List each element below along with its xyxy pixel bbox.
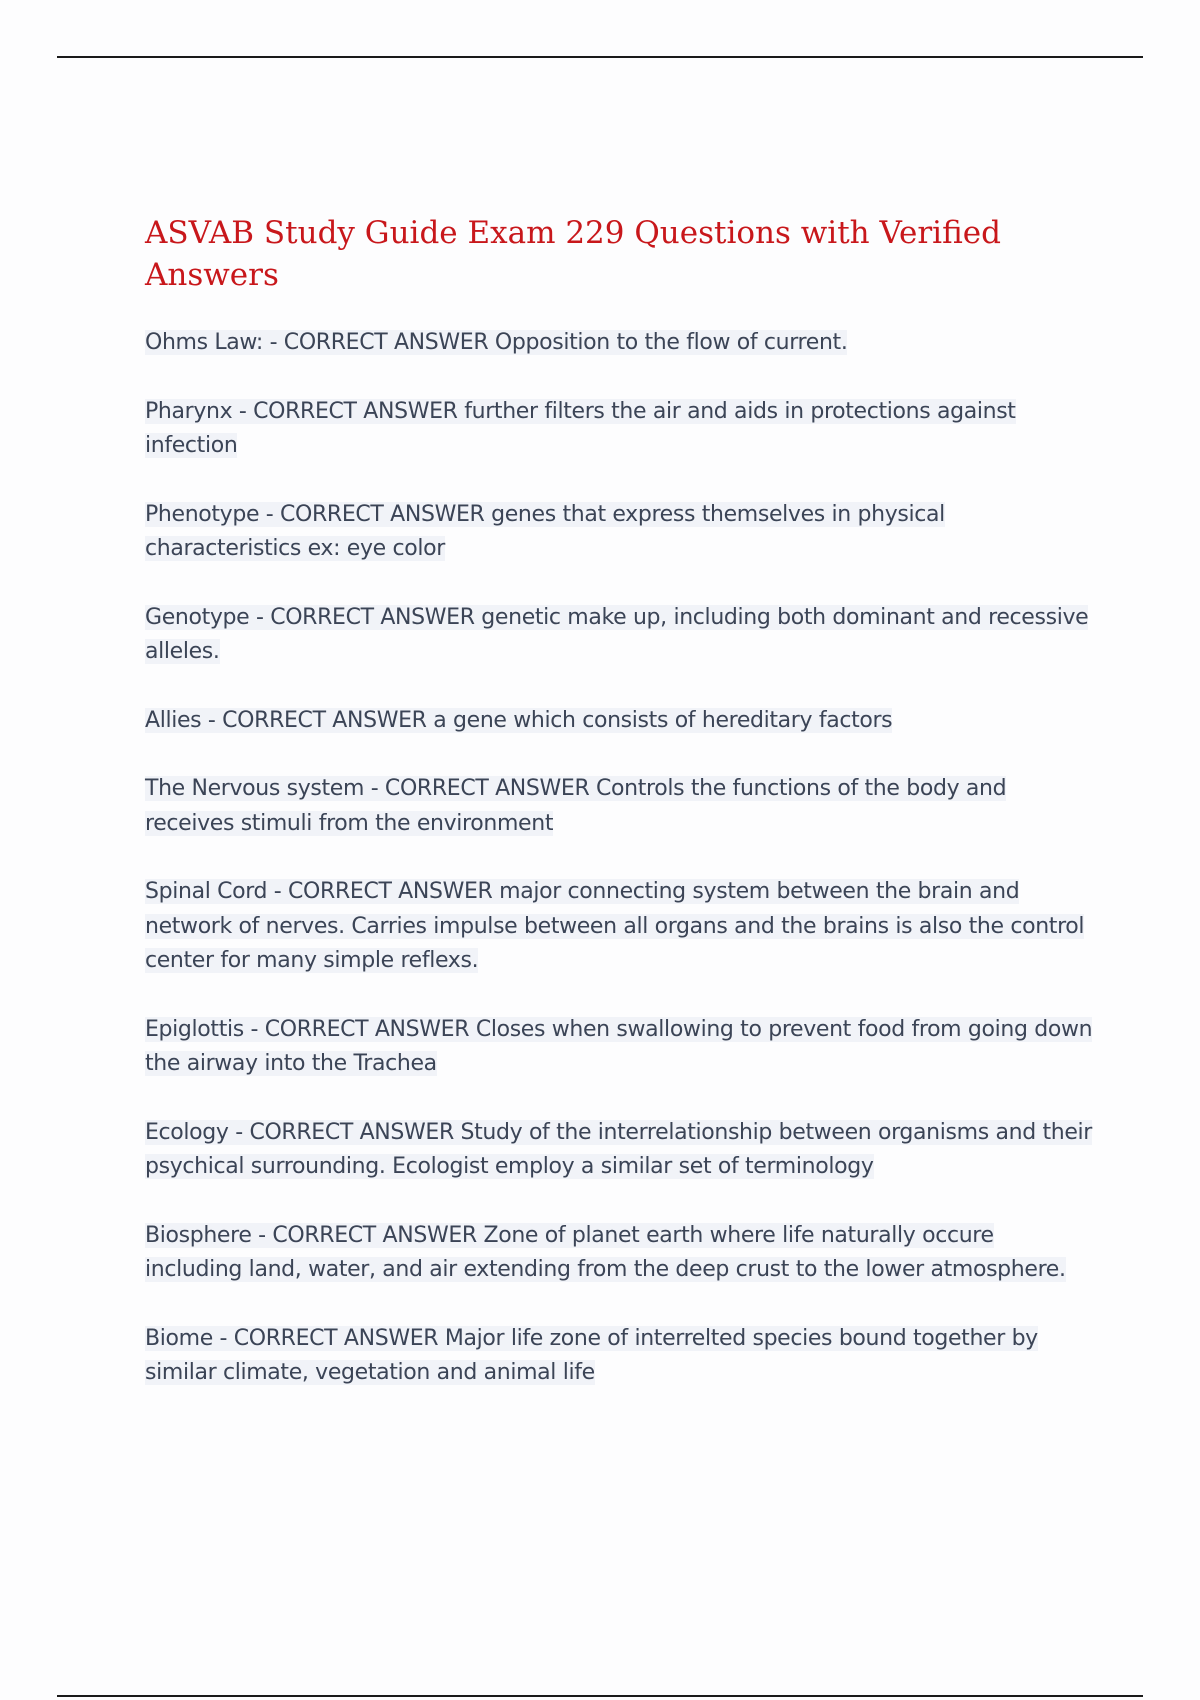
qa-entry: Pharynx - CORRECT ANSWER further filters the air and aids in protections against infection [145,398,1016,458]
document-body [145,212,1095,1425]
top-rule [57,56,1143,58]
qa-entry: Genotype - CORRECT ANSWER genetic make up, including both dominant and recessive alleles. [145,604,1089,664]
qa-entry: Ecology - CORRECT ANSWER Study of the interrelationship between organisms and their psychical surrounding. Ecologist employ a similar set of terminology [145,1119,1092,1179]
qa-entry: Epiglottis - CORRECT ANSWER Closes when swallowing to prevent food from going down the airway into the Trachea [145,1016,1093,1076]
qa-entry: The Nervous system - CORRECT ANSWER Controls the functions of the body and receives stimuli from the environment [145,776,1007,836]
document-title: ASVAB Study Guide Exam 229 Questions with Verified Answers [145,215,1001,293]
qa-entry: Spinal Cord - CORRECT ANSWER major connecting system between the brain and network of nerves. Carries impulse between all organs and the brains is also the control center for many simple reflexs. [145,879,1085,973]
qa-entry: Allies - CORRECT ANSWER a gene which consists of hereditary factors [145,707,893,733]
qa-entry: Phenotype - CORRECT ANSWER genes that express themselves in physical characteristics ex: eye color [145,501,945,561]
qa-entry: Ohms Law: - CORRECT ANSWER Opposition to the flow of current. [145,330,848,355]
qa-entry: Biosphere - CORRECT ANSWER Zone of planet earth where life naturally occure including land, water, and air extending from the deep crust to the lower atmosphere. [145,1222,1066,1282]
bottom-rule [57,1695,1143,1697]
qa-entry: Biome - CORRECT ANSWER Major life zone of interrelted species bound together by similar climate, vegetation and animal life [145,1325,1038,1385]
